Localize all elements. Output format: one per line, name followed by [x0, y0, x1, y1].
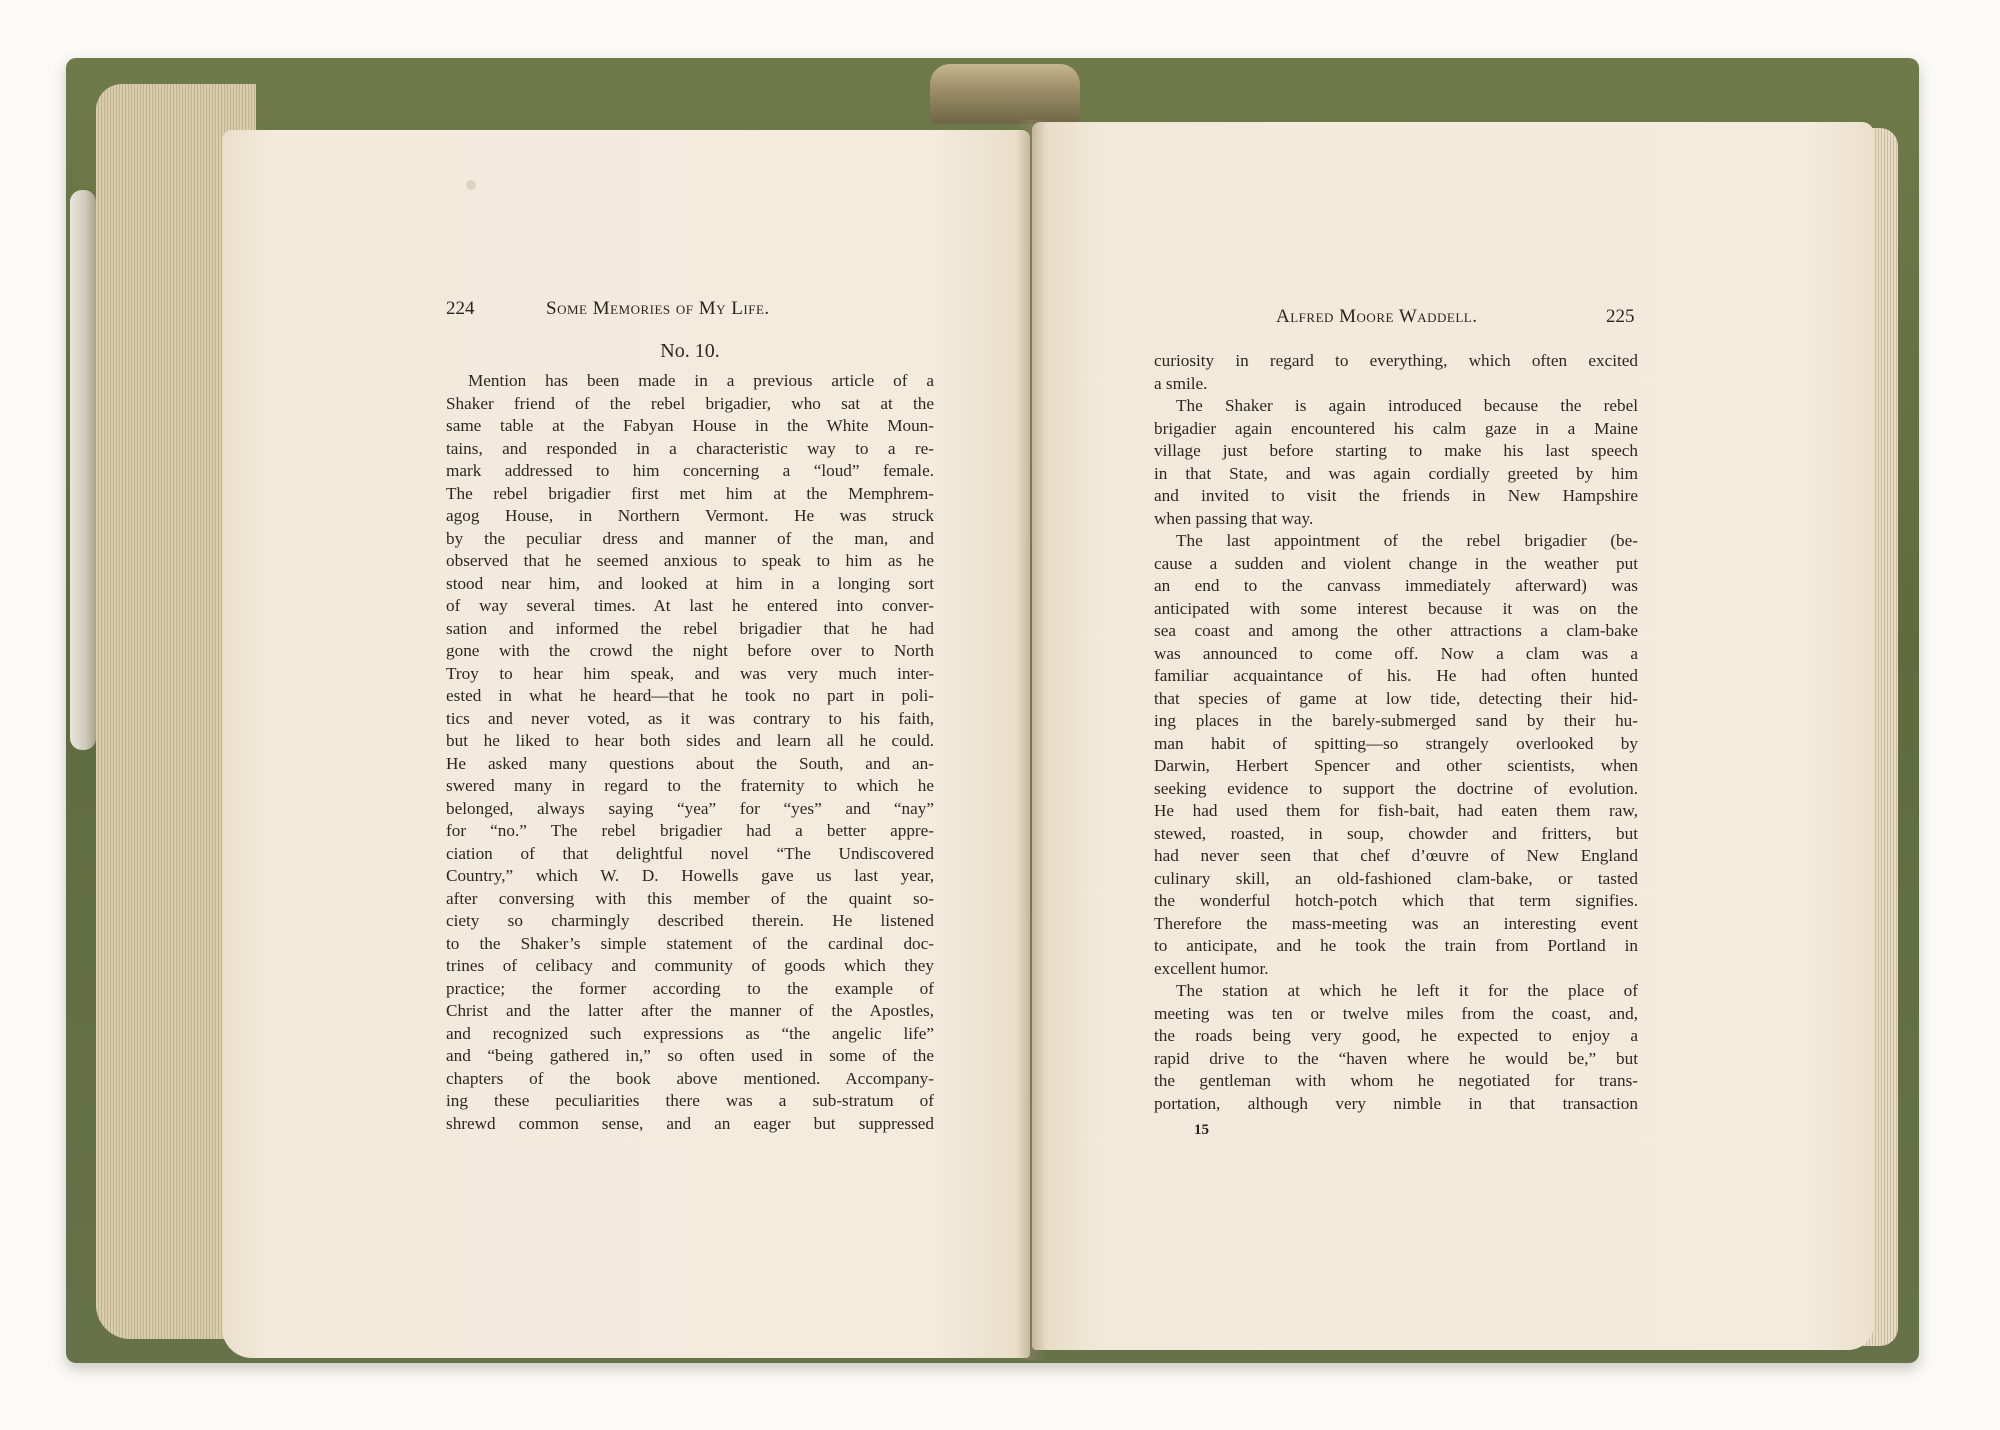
text-line: village just before starting to make his last speech [1154, 441, 1638, 460]
text-line: gone with the crowd the night before over to North [446, 641, 934, 660]
text-line: and invited to visit the friends in New Hampshire [1154, 486, 1638, 505]
text-line: cause a sudden and violent change in the weather put [1154, 553, 1638, 573]
text-line: sea coast and among the other attractions a clam-bake [1154, 621, 1638, 640]
text-line: stewed, roasted, in soup, chowder and fritters, but [1154, 823, 1638, 843]
text-line: rapid drive to the “haven where he would be,” but [1154, 1048, 1638, 1068]
text-line: of way several times. At last he entered into conver- [446, 596, 934, 615]
text-line: anticipated with some interest because it was on the [1154, 598, 1638, 618]
text-line: that species of game at low tide, detecting their hid- [1154, 688, 1638, 708]
text-line: The last appointment of the rebel brigadier (be- [1176, 531, 1638, 550]
text-line: stood near him, and looked at him in a longing sort [446, 573, 934, 593]
text-line: was announced to come off. Now a clam was a [1154, 643, 1638, 663]
text-line: mark addressed to him concerning a “loud” female. [446, 461, 934, 480]
text-line: when passing that way. [1154, 508, 1314, 528]
left-page [222, 130, 1030, 1358]
text-line: observed that he seemed anxious to speak to him as he [446, 551, 934, 570]
text-line: after conversing with this member of the quaint so- [446, 888, 934, 908]
text-line: Country,” which W. D. Howells gave us last year, [446, 866, 934, 885]
text-line: to the Shaker’s simple statement of the cardinal doc- [446, 933, 934, 953]
text-line: trines of celibacy and community of goods which they [446, 956, 934, 975]
text-line: in that State, and was again cordially greeted by him [1154, 463, 1638, 483]
text-line: the gentleman with whom he negotiated for trans- [1154, 1071, 1638, 1090]
text-line: Mention has been made in a previous article of a [468, 371, 934, 390]
text-line: The Shaker is again introduced because the rebel [1176, 396, 1638, 415]
text-line: He had used them for fish-bait, had eaten them raw, [1154, 801, 1638, 820]
running-head-right: Alfred Moore Waddell. [1276, 306, 1478, 327]
paper-spot [466, 180, 476, 190]
text-line: The station at which he left it for the place of [1176, 981, 1638, 1000]
left-body-text [446, 370, 934, 1135]
text-line: ciety so charmingly described therein. He listened [446, 911, 934, 930]
signature-mark: 15 [1194, 1122, 1209, 1138]
text-line: had never seen that chef d’œuvre of New England [1154, 846, 1638, 865]
text-line: tics and never voted, as it was contrary to his faith, [446, 708, 934, 728]
text-line: the wonderful hotch-potch which that term signifies. [1154, 891, 1638, 910]
text-line: the roads being very good, he expected to enjoy a [1154, 1026, 1638, 1045]
text-line: Shaker friend of the rebel brigadier, who sat at the [446, 393, 934, 413]
text-line: Darwin, Herbert Spencer and other scientists, when [1154, 756, 1638, 775]
page-number-right: 225 [1606, 306, 1635, 327]
text-line: ciation of that delightful novel “The Undiscovered [446, 843, 934, 863]
text-line: for “no.” The rebel brigadier had a better appre- [446, 821, 934, 840]
text-line: ing these peculiarities there was a sub-stratum of [446, 1091, 934, 1110]
text-line: and “being gathered in,” so often used in some of the [446, 1046, 934, 1065]
right-page [1032, 122, 1874, 1350]
text-line: and recognized such expressions as “the angelic life” [446, 1023, 934, 1043]
text-line: curiosity in regard to everything, which often excited [1154, 351, 1638, 370]
page-number-left: 224 [446, 298, 475, 319]
text-line: but he liked to hear both sides and learn all he could. [446, 731, 934, 750]
book-spine [930, 64, 1080, 124]
text-line: man habit of spitting—so strangely overlooked by [1154, 733, 1638, 753]
text-line: ing places in the barely-submerged sand by their hu- [1154, 711, 1638, 730]
text-line: portation, although very nimble in that transaction [1154, 1093, 1638, 1113]
text-line: belonged, always saying “yea” for “yes” and “nay” [446, 798, 934, 818]
text-line: chapters of the book above mentioned. Accompany- [446, 1068, 934, 1088]
text-line: same table at the Fabyan House in the White Moun- [446, 416, 934, 435]
text-line: He asked many questions about the South, and an- [446, 753, 934, 773]
text-line: seeking evidence to support the doctrine of evolution. [1154, 778, 1638, 798]
text-line: tains, and responded in a characteristic way to a re- [446, 438, 934, 458]
text-line: familiar acquaintance of his. He had often hunted [1154, 666, 1638, 685]
text-line: sation and informed the rebel brigadier that he had [446, 618, 934, 638]
text-line: Troy to hear him speak, and was very much inter- [446, 663, 934, 683]
right-body-text [1154, 350, 1638, 1115]
text-line: practice; the former according to the example of [446, 978, 934, 998]
text-line: culinary skill, an old-fashioned clam-bake, or tasted [1154, 868, 1638, 888]
text-line: to anticipate, and he took the train from Portland in [1154, 936, 1638, 955]
text-line: agog House, in Northern Vermont. He was struck [446, 506, 934, 525]
section-title: No. 10. [660, 340, 720, 362]
text-line: Therefore the mass-meeting was an interesting event [1154, 913, 1638, 933]
text-line: brigadier again encountered his calm gaze in a Maine [1154, 418, 1638, 438]
gutter-shadow [1016, 120, 1046, 1360]
text-line: an end to the canvass immediately afterward) was [1154, 576, 1638, 595]
text-line: excellent humor. [1154, 958, 1269, 978]
text-line: ested in what he heard—that he took no part in poli- [446, 686, 934, 705]
text-line: The rebel brigadier first met him at the Memphrem- [446, 483, 934, 503]
text-line: swered many in regard to the fraternity to which he [446, 776, 934, 795]
text-line: meeting was ten or twelve miles from the coast, and, [1154, 1003, 1638, 1023]
text-line: a smile. [1154, 373, 1208, 393]
text-line: Christ and the latter after the manner of the Apostles, [446, 1001, 934, 1020]
text-line: shrewd common sense, and an eager but suppressed [446, 1113, 934, 1133]
torn-endpaper [70, 190, 96, 750]
text-line: by the peculiar dress and manner of the man, and [446, 528, 934, 548]
running-head-left: Some Memories of My Life. [546, 298, 770, 319]
